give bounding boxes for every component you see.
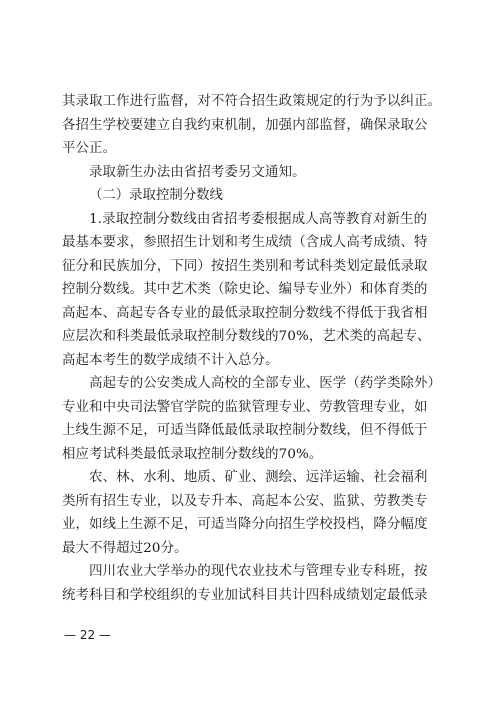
text-line: 专业和中央司法警官学院的监狱管理专业、劳教管理专业，如: [62, 399, 428, 415]
text-line: 各招生学校要建立自我约束机制，加强内部监督，确保录取公: [62, 117, 428, 133]
text-line: 应层次和科类最低录取控制分数线的70%，艺术类的高起专、: [62, 329, 431, 344]
paragraph-agriculture: [62, 466, 450, 560]
paragraph-sichuan-agricultural: [62, 560, 450, 607]
text-line: 最大不得超过20分。: [62, 540, 188, 556]
text-line: 最基本要求，参照招生计划和考生成绩（含成人高考成绩、特: [62, 235, 428, 250]
text-line: 业，如线上生源不足，可适当降分向招生学校投档，降分幅度: [62, 517, 428, 532]
text-line: 录取新生办法由省招考委另文通知。: [89, 164, 306, 180]
text-line: 其录取工作进行监督，对不符合招生政策规定的行为予以纠正。: [62, 94, 442, 109]
section-heading: [62, 184, 450, 208]
text-line: 四川农业大学举办的现代农业技术与管理专业专科班，按: [62, 564, 428, 579]
document-body: [62, 90, 450, 607]
paragraph-control-score: [62, 208, 450, 373]
text-line: 高起本考生的数学成绩不计入总分。: [62, 352, 279, 368]
text-line: 控制分数线。其中艺术类（除史论、编导专业外）和体育类的: [62, 282, 428, 297]
text-line: 农、林、水利、地质、矿业、测绘、远洋运输、社会福利: [62, 470, 428, 485]
text-line: 高起专的公安类成人高校的全部专业、医学（药学类除外）: [62, 376, 442, 391]
text-line: 统考科目和学校组织的专业加试科目共计四科成绩划定最低录: [62, 587, 428, 603]
text-line: 相应考试科类最低录取控制分数线的70%。: [62, 446, 323, 462]
text-line: 高起本、高起专各专业的最低录取控制分数线不得低于我省相: [62, 305, 428, 321]
section-heading-text: （二）录取控制分数线: [89, 188, 223, 203]
page-number: — 22 —: [64, 628, 111, 642]
text-line: 征分和民族加分，下同）按招生类别和考试科类划定最低录取: [62, 258, 428, 274]
text-line: 上线生源不足，可适当降低最低录取控制分数线，但不得低于: [62, 423, 428, 438]
paragraph-public-security: [62, 372, 450, 466]
text-line: 类所有招生专业，以及专升本、高起本公安、监狱、劳教类专: [62, 493, 428, 509]
text-line: 1.录取控制分数线由省招考委根据成人高等教育对新生的: [62, 211, 428, 227]
paragraph-admission-method: [62, 161, 450, 185]
text-line: 平公正。: [62, 141, 117, 156]
paragraph-supervision: [62, 90, 450, 161]
